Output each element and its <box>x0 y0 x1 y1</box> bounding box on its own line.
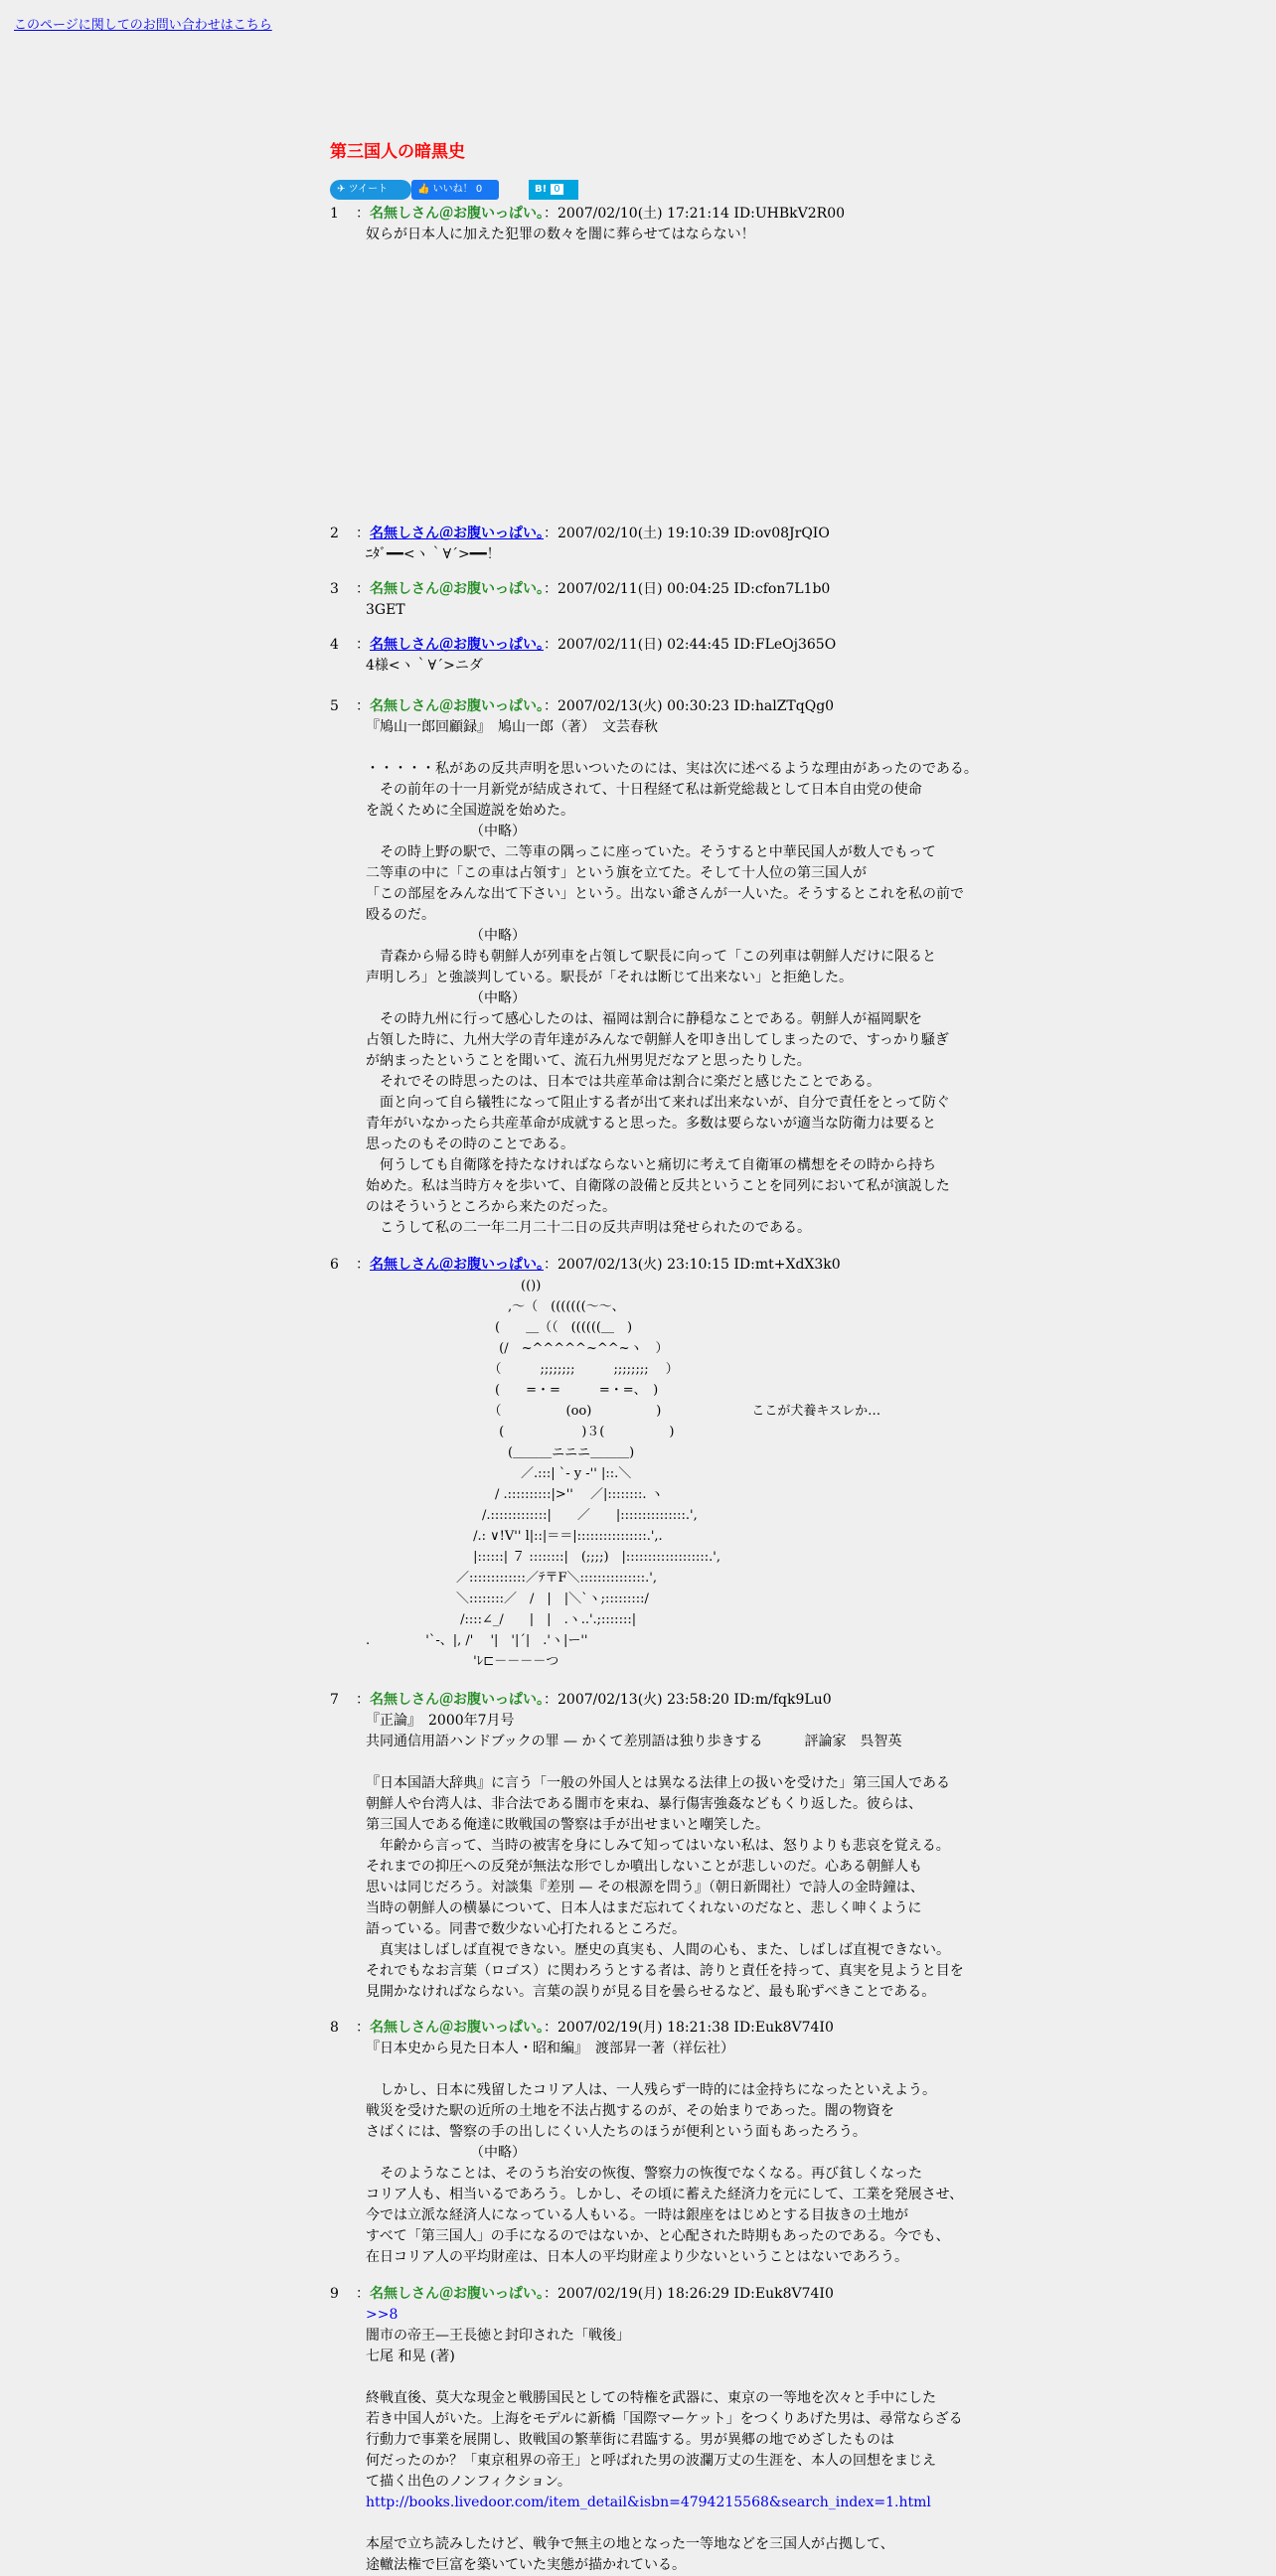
post-header: 2 ：名無しさん＠お腹いっぱい。：2007/02/10(土) 19:10:39 ID:ov08JrQIO <box>330 526 830 541</box>
reply-anchor-link[interactable]: >>8 <box>366 2307 399 2323</box>
twitter-bird-icon: ✈ <box>337 184 346 195</box>
post <box>330 1689 1224 2003</box>
post-body: >>8 闇市の帝王—王長徳と封印された「戦後」 七尾 和晃 (著) 終戦直後、莫大な現金と戦勝国民としての特権を武器に、東京の一等地を次々と手中にした 若き中国人がいた。上海をモデルに新橋「国際マーケット」をつくりあげた男は、尋常ならざる 行動力で事業を展開し、敗戦国の繁華街に君臨する。男が異郷の地でめざしたものは 何だったのか？「東京租界の帝王」と呼ばれた男の波瀾万丈の生涯を、本人の回想をまじえ て描く出色のノンフィクション。 http://books.livedoor.com/item_detail&isbn=4794215568&search_index=1.html 本屋で立ち読みしたけど、戦争で無主の地となった一等地などを三国人が占拠して、 途轍法権で巨富を築いていた実態が描かれている。 <box>366 2307 963 2573</box>
post-header: 6 ：名無しさん＠お腹いっぱい。：2007/02/13(火) 23:10:15 ID:mt+XdX3k0 <box>330 1257 841 1273</box>
poster-name-link[interactable]: 名無しさん＠お腹いっぱい。 <box>370 526 544 541</box>
post-header: 9 ：名無しさん＠お腹いっぱい。：2007/02/19(月) 18:26:29 ID:Euk8V74I0 <box>330 2286 834 2302</box>
post <box>330 695 1224 1239</box>
tweet-button[interactable]: ✈ ツイート <box>330 180 411 200</box>
post-header: 3 ：名無しさん＠お腹いっぱい。：2007/02/11(日) 00:04:25 ID:cfon7L1b0 <box>330 581 831 597</box>
post-header: 8 ：名無しさん＠お腹いっぱい。：2007/02/19(月) 18:21:38 ID:Euk8V74I0 <box>330 2020 834 2036</box>
thread-title: 第三国人の暗黒史 <box>330 142 465 162</box>
poster-name-link[interactable]: 名無しさん＠お腹いっぱい。 <box>370 1257 544 1273</box>
poster-name: 名無しさん＠お腹いっぱい。 <box>370 698 544 714</box>
poster-name-link[interactable]: 名無しさん＠お腹いっぱい。 <box>370 637 544 653</box>
post <box>330 203 1224 245</box>
book-link[interactable]: http://books.livedoor.com/item_detail&isbn=4794215568&search_index=1.html <box>366 2495 931 2510</box>
post-body: 『日本史から見た日本人・昭和編』 渡部昇一著（祥伝社） しかし、日本に残留したコリア人は、一人残らず一時的には金持ちになったといえよう。 戦災を受けた駅の近所の土地を不法占拠するのが、その始まりであった。闇の物資を さばくには、警察の手の出しにくい人たちのほうが便利という面もあったろう。 （中略） そのようなことは、そのうち治安の恢復、警察力の恢復でなくなる。再び貧しくなった コリア人も、相当いるであろう。しかし、その頃に蓄えた経済力を元にして、工業を発展させ、 今では立派な経済人になっている人もいる。一時は銀座をはじめとする目抜きの土地が すべて「第三国人」の手になるのではないか、と心配された時期もあったのである。今でも、 在日コリア人の平均財産は、日本人の平均財産より少ないということはないであろう。 <box>366 2041 964 2265</box>
post-body: 『鳩山一郎回顧録』 鳩山一郎（著） 文芸春秋 ・・・・・私があの反共声明を思いついたのには、実は次に述べるような理由があったのである。 その前年の十一月新党が結成されて、十日程経て私は新党総裁として日本自由党の使命 を説くために全国遊説を始めた。 （中略） その時上野の駅で、二等車の隅っこに座っていた。そうすると中華民国人が数人でもって 二等車の中に「この車は占領す」という旗を立てた。そして十人位の第三国人が 「この部屋をみんな出て下さい」という。出ない爺さんが一人いた。そうするとこれを私の前で 殴るのだ。 （中略） 青森から帰る時も朝鮮人が列車を占領して駅長に向って「この列車は朝鮮人だけに限ると 声明しろ」と強談判している。駅長が「それは断じて出来ない」と拒絶した。 （中略） その時九州に行って感心したのは、福岡は割合に静穏なことである。朝鮮人が福岡駅を 占領した時に、九州大学の青年達がみんなで朝鮮人を叩き出してしまったので、すっかり騒ぎ が納まったということを聞いて、流石九州男児だなアと思ったりした。 それでその時思ったのは、日本では共産革命は割合に楽だと感じたことである。 面と向って自ら犠牲になって阻止する者が出て来れば出来ないが、自分で責任をとって防ぐ 青年がいなかったら共産革命が成就すると思った。多数は要らないが適当な防衛力は要ると 思ったのもその時のことである。 何うしても自衛隊を持たなければならないと痛切に考えて自衛軍の構想をその時から持ち 始めた。私は当時方々を歩いて、自衛隊の設備と反共ということを同列において私が演説した のはそういうところから来たのだった。 こうして私の二一年二月二十二日の反共声明は発せられたのである。 <box>366 719 978 1236</box>
post-body: 4様<ヽ｀∀´>ニダ <box>366 658 483 674</box>
post-header: 7 ：名無しさん＠お腹いっぱい。：2007/02/13(火) 23:58:20 ID:m/fqk9Lu0 <box>330 1692 832 1708</box>
post-meta: ：2007/02/13(火) 00:30:23 ID:halZTqQg0 <box>544 698 835 714</box>
post-meta: ：2007/02/11(日) 00:04:25 ID:cfon7L1b0 <box>544 581 831 597</box>
like-button[interactable]: 👍 いいね！ 0 <box>411 180 499 200</box>
post-body: ﾆﾀﾞ━━<ヽ｀∀´>━━！ <box>366 546 501 562</box>
post-meta: ：2007/02/13(火) 23:10:15 ID:mt+XdX3k0 <box>544 1257 841 1273</box>
poster-name: 名無しさん＠お腹いっぱい。 <box>370 2286 544 2302</box>
post <box>330 2017 1224 2268</box>
post-meta: ：2007/02/19(月) 18:21:38 ID:Euk8V74I0 <box>544 2020 834 2036</box>
poster-name: 名無しさん＠お腹いっぱい。 <box>370 1692 544 1708</box>
thumbs-up-icon: 👍 <box>417 184 430 195</box>
post-header: 1 ：名無しさん＠お腹いっぱい。：2007/02/10(土) 17:21:14 ID:UHBkV2R00 <box>330 206 846 222</box>
social-buttons <box>330 180 1224 202</box>
post-meta: ：2007/02/19(月) 18:26:29 ID:Euk8V74I0 <box>544 2286 834 2302</box>
post-meta: ：2007/02/10(土) 19:10:39 ID:ov08JrQIO <box>544 526 830 541</box>
post-body: 奴らが日本人に加えた犯罪の数々を闇に葬らせてはならない！ <box>366 227 755 242</box>
hatena-bookmark-button[interactable]: B! 0 <box>529 180 578 200</box>
post-body: 『正論』 2000年7月号 共同通信用語ハンドブックの罪 — かくて差別語は独り歩きする 評論家 呉智英 『日本国語大辞典』に言う「一般の外国人とは異なる法律上の扱いを受けた」第三国人である 朝鮮人や台湾人は、非合法である闇市を束ね、暴行傷害強姦などもくり返した。彼らは、 第三国人である俺達に敗戦国の警察は手が出せまいと嘲笑した。 年齢から言って、当時の被害を身にしみて知ってはいない私は、怒りよりも悲哀を覚える。 それまでの抑圧への反発が無法な形でしか噴出しないことが悲しいのだ。心ある朝鮮人も 思いは同じだろう。対談集『差別 — その根源を問う』（朝日新聞社）で詩人の金時鐘は、 当時の朝鮮人の横暴について、日本人はまだ忘れてくれないのだなと、悲しく呻くように 語っている。同書で数少ない心打たれるところだ。 真実はしばしば直視できない。歴史の真実も、人間の心も、また、しばしば直視できない。 それでもなお言葉（ロゴス）に関わろうとする者は、誇りと責任を持って、真実を見ようと目を 見開かなければならない。言葉の誤りが見る目を曇らせるなど、最も恥ずべきことである。 <box>366 1713 964 2000</box>
poster-name: 名無しさん＠お腹いっぱい。 <box>370 2020 544 2036</box>
post-meta: ：2007/02/11(日) 02:44:45 ID:FLeOj365O <box>544 637 837 653</box>
poster-name: 名無しさん＠お腹いっぱい。 <box>370 581 544 597</box>
post-header: 4 ：名無しさん＠お腹いっぱい。：2007/02/11(日) 02:44:45 ID:FLeOj365O <box>330 637 837 653</box>
post <box>330 1254 1224 1672</box>
poster-name: 名無しさん＠お腹いっぱい。 <box>370 206 544 222</box>
post-body: 3GET <box>366 602 405 618</box>
post <box>330 578 1224 621</box>
contact-link[interactable]: このページに関してのお問い合わせはこちら <box>14 18 272 33</box>
ascii-art-body: (()) ,～（ (((((((～～、 ( ＿（（ ((((((＿ ) (/ ~^^^^^~^^~ヽ ） （ ;;;;;;;; ;;;;;;;; ） ( =・= =・=、 ) （ (oo) ) ここが犬養キスレか… ( )３( ) (＿＿＿ニニニ＿＿＿) ／.:::| `- y -'' |::.＼ / .::::::::::|>'' ／|::::::::. ヽ /.:::::::::::::| ／ |:::::::::::::::.', /.: ∨!V'' l|::|＝＝|::::::::::::::::.',. |::::::| ７ ::::::::| (;;;;) |:::::::::::::::::::.', ／:::::::::::::／ﾃ〒F＼:::::::::::::::.', ＼::::::::／ / | |＼`ヽ;:::::::::/ /::::∠_/ | | .ヽ..'.;:::::::| . '`-、|, /' '| '|´| .'ヽ|ー'' 'ﾚ⊏－－－－つ <box>366 1279 881 1669</box>
post-meta: ：2007/02/10(土) 17:21:14 ID:UHBkV2R00 <box>544 206 846 222</box>
hatena-icon: B! <box>535 184 548 195</box>
post-meta: ：2007/02/13(火) 23:58:20 ID:m/fqk9Lu0 <box>544 1692 832 1708</box>
post-header: 5 ：名無しさん＠お腹いっぱい。：2007/02/13(火) 00:30:23 ID:halZTqQg0 <box>330 698 835 714</box>
post <box>330 523 1224 565</box>
post <box>330 634 1224 677</box>
post <box>330 2283 1224 2576</box>
